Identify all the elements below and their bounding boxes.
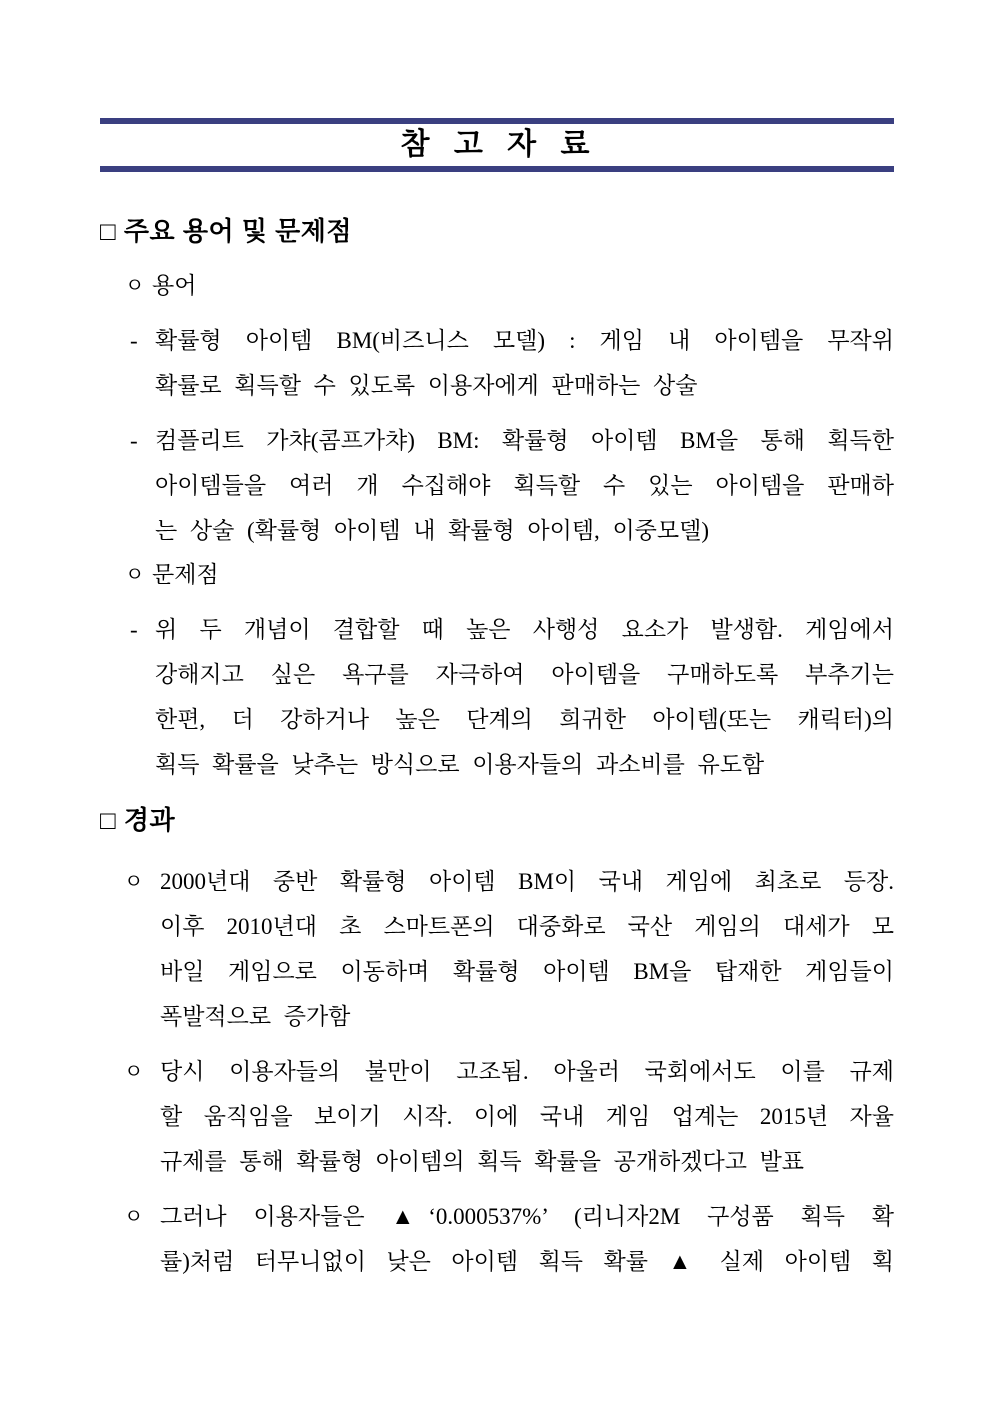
list-item: [100, 1049, 894, 1184]
circle-bullet: ㅇ: [124, 1061, 144, 1083]
text-line: 확률로 획득할 수 있도록 이용자에게 판매하는 상술: [155, 373, 698, 398]
text-line: 획득 확률을 낮추는 방식으로 이용자들의 과소비를 유도함: [155, 752, 765, 777]
paragraph-lines: [160, 1049, 894, 1184]
text-line: 한편, 더 강하거나 높은 단계의 희귀한 아이템(또는 캐릭터)의: [155, 707, 894, 732]
circle-bullet: ㅇ: [124, 1206, 144, 1228]
page-title: 참 고 자 료: [400, 128, 594, 161]
section-heading: □ 경과: [100, 805, 176, 835]
header-rule-bottom: [100, 166, 894, 172]
text-line: 용어: [152, 273, 197, 298]
list-subheading: [100, 559, 894, 591]
dash-bullet: -: [130, 617, 138, 642]
reference-header: [100, 118, 894, 172]
text-line: 위 두 개념이 결합할 때 높은 사행성 요소가 발생함. 게임에서: [155, 617, 894, 642]
text-line: 바일 게임으로 이동하며 확률형 아이템 BM을 탑재한 게임들이: [160, 959, 894, 984]
text-line: 당시 이용자들의 불만이 고조됨. 아울러 국회에서도 이를 규제: [160, 1059, 894, 1084]
section-1: [100, 214, 894, 787]
text-line: 문제점: [152, 562, 219, 587]
text-line: 그러나 이용자들은 ▲‘0.000537%’ (리니자2M 구성품 획득 확: [160, 1204, 894, 1229]
circle-bullet: ㅇ: [124, 871, 144, 893]
paragraph-lines: [152, 559, 894, 591]
list-item: [100, 418, 894, 553]
paragraph-lines: [155, 318, 894, 408]
dash-bullet: -: [130, 428, 138, 453]
text-line: 강해지고 싶은 욕구를 자극하여 아이템을 구매하도록 부추기는: [155, 662, 894, 687]
text-line: 확률형 아이템 BM(비즈니스 모델) : 게임 내 아이템을 무작위: [155, 328, 894, 353]
paragraph-lines: [155, 607, 894, 787]
section-2: [100, 803, 894, 1284]
text-line: 아이템들을 여러 개 수집해야 획득할 수 있는 아이템을 판매하: [155, 473, 894, 498]
paragraph-lines: [160, 1194, 894, 1284]
text-line: 규제를 통해 확률형 아이템의 획득 확률을 공개하겠다고 발표: [160, 1149, 804, 1174]
dash-bullet: -: [130, 328, 138, 353]
text-line: 컴플리트 가챠(콤프가챠) BM: 확률형 아이템 BM을 통해 획득한: [155, 428, 894, 453]
circle-bullet: ㅇ: [125, 275, 145, 297]
paragraph-lines: [152, 270, 894, 302]
paragraph-lines: [160, 859, 894, 1039]
document-body: [100, 214, 894, 1284]
list-subheading: [100, 270, 894, 302]
paragraph-lines: [155, 418, 894, 553]
text-line: 할 움직임을 보이기 시작. 이에 국내 게임 업계는 2015년 자율: [160, 1104, 894, 1129]
list-item: [100, 318, 894, 408]
list-item: [100, 607, 894, 787]
text-line: 는 상술 (확률형 아이템 내 확률형 아이템, 이중모델): [155, 518, 709, 543]
text-line: 폭발적으로 증가함: [160, 1004, 351, 1029]
section-heading: □ 주요 용어 및 문제점: [100, 216, 353, 246]
text-line: 률)처럼 터무니없이 낮은 아이템 획득 확률 ▲ 실제 아이템 획: [160, 1249, 894, 1274]
text-line: 이후 2010년대 초 스마트폰의 대중화로 국산 게임의 대세가 모: [160, 914, 894, 939]
list-item: [100, 1194, 894, 1284]
text-line: 2000년대 중반 확률형 아이템 BM이 국내 게임에 최초로 등장.: [160, 869, 894, 894]
list-item: [100, 859, 894, 1039]
circle-bullet: ㅇ: [125, 564, 145, 586]
